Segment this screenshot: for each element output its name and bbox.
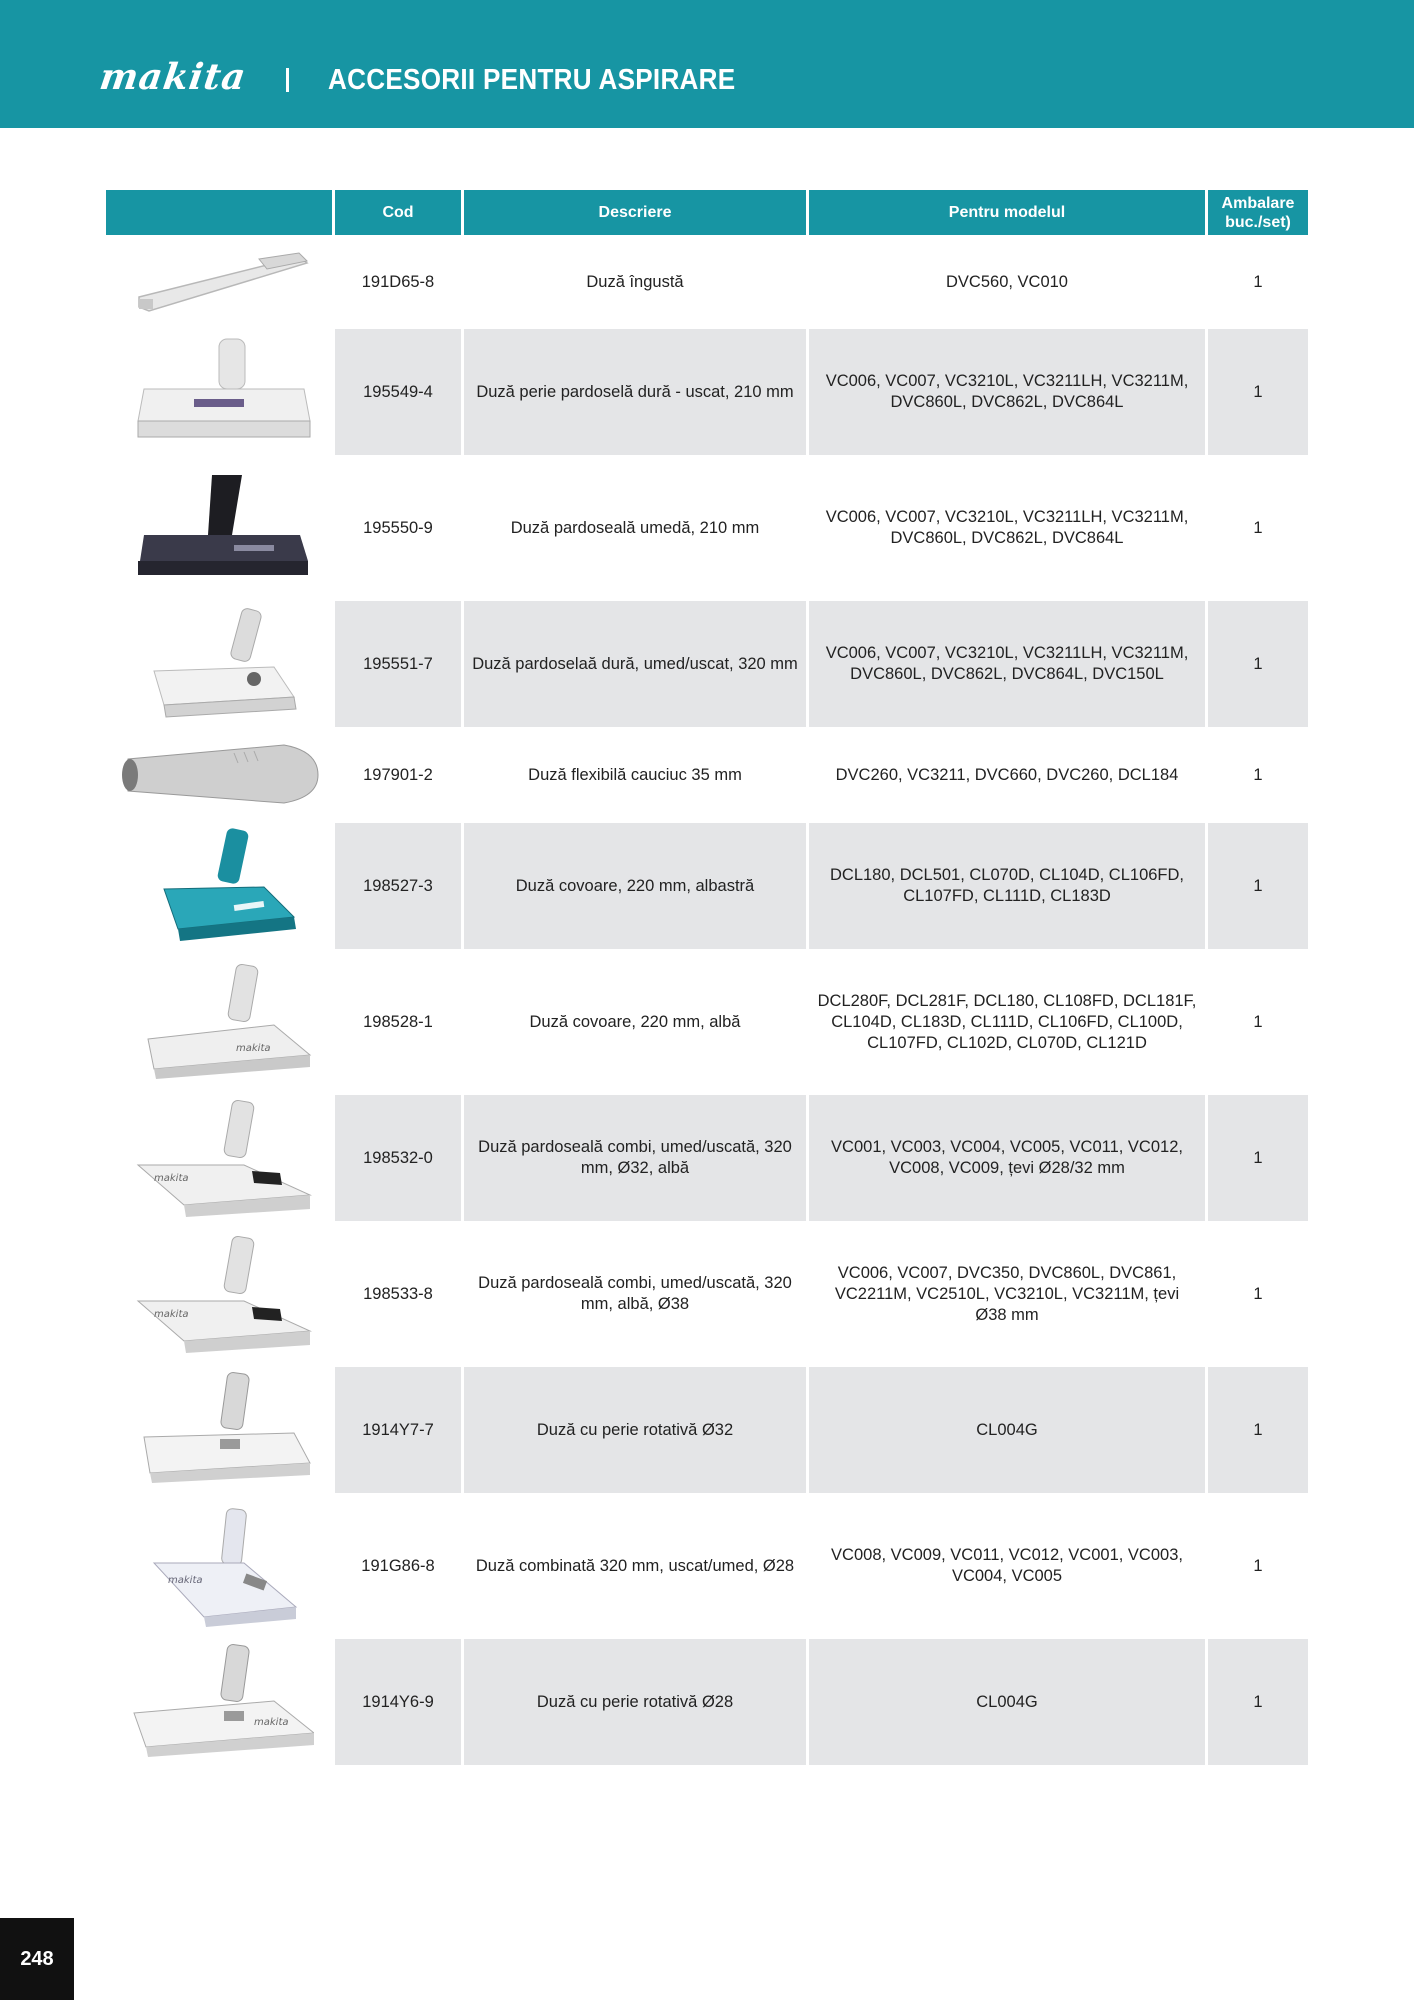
cell-descriere: Duză cu perie rotativă Ø28 bbox=[464, 1639, 806, 1775]
cell-descriere: Duză covoare, 220 mm, albastră bbox=[464, 823, 806, 959]
cell-cod: 198527-3 bbox=[335, 823, 461, 959]
product-image bbox=[106, 1231, 332, 1367]
product-image bbox=[106, 823, 332, 959]
rotary-brush-nozzle-icon bbox=[124, 1367, 314, 1493]
floor-nozzle-icon bbox=[124, 601, 314, 727]
accessories-table bbox=[103, 190, 1311, 1775]
product-image bbox=[106, 1095, 332, 1231]
table-row bbox=[106, 823, 1308, 959]
cell-model: VC008, VC009, VC011, VC012, VC001, VC003, VC004, VC005 bbox=[809, 1503, 1205, 1639]
table-row bbox=[106, 737, 1308, 823]
cell-model: VC006, VC007, DVC350, DVC860L, DVC861, VC2211M, VC2510L, VC3210L, VC3211M, țevi Ø38 mm bbox=[809, 1231, 1205, 1367]
cell-descriere: Duză pardoselaă dură, umed/uscat, 320 mm bbox=[464, 601, 806, 737]
floor-brush-nozzle-icon bbox=[124, 329, 314, 455]
cell-cod: 195549-4 bbox=[335, 329, 461, 465]
product-image bbox=[106, 959, 332, 1095]
cell-ambalare: 1 bbox=[1208, 1367, 1308, 1503]
header-ambalare-text: Ambalare buc./set) bbox=[1221, 194, 1295, 231]
product-image bbox=[106, 737, 332, 823]
header-image bbox=[106, 190, 332, 245]
table-row bbox=[106, 1639, 1308, 1775]
wet-floor-nozzle-icon bbox=[124, 465, 314, 591]
page-title: ACCESORII PENTRU ASPIRARE bbox=[328, 64, 736, 96]
cell-ambalare: 1 bbox=[1208, 601, 1308, 737]
svg-text:makita: makita bbox=[236, 1043, 271, 1054]
page-header bbox=[0, 0, 1414, 128]
cell-model: DCL280F, DCL281F, DCL180, CL108FD, DCL181F, CL104D, CL183D, CL111D, CL106FD, CL100D, CL107FD, CL102D, CL070D, CL121D bbox=[809, 959, 1205, 1095]
table-row bbox=[106, 959, 1308, 1095]
table-row bbox=[106, 245, 1308, 329]
cell-cod: 195550-9 bbox=[335, 465, 461, 601]
cell-ambalare: 1 bbox=[1208, 245, 1308, 329]
cell-cod: 191D65-8 bbox=[335, 245, 461, 329]
cell-descriere: Duză pardoseală combi, umed/uscată, 320 mm, Ø32, albă bbox=[464, 1095, 806, 1231]
cell-model: CL004G bbox=[809, 1367, 1205, 1503]
cell-ambalare: 1 bbox=[1208, 465, 1308, 601]
table-row bbox=[106, 329, 1308, 465]
cell-model: VC006, VC007, VC3210L, VC3211LH, VC3211M, DVC860L, DVC862L, DVC864L bbox=[809, 465, 1205, 601]
cell-ambalare: 1 bbox=[1208, 823, 1308, 959]
page-number: 248 bbox=[0, 1918, 74, 2000]
table-row bbox=[106, 1367, 1308, 1503]
svg-text:makita: makita bbox=[154, 1173, 189, 1184]
svg-text:makita: makita bbox=[254, 1717, 289, 1728]
cell-ambalare: 1 bbox=[1208, 1231, 1308, 1367]
cell-cod: 198533-8 bbox=[335, 1231, 461, 1367]
header-descriere: Descriere bbox=[464, 190, 806, 245]
cell-model: VC001, VC003, VC004, VC005, VC011, VC012, VC008, VC009, țevi Ø28/32 mm bbox=[809, 1095, 1205, 1231]
cell-ambalare: 1 bbox=[1208, 329, 1308, 465]
product-image bbox=[106, 465, 332, 601]
cell-ambalare: 1 bbox=[1208, 959, 1308, 1095]
cell-cod: 198528-1 bbox=[335, 959, 461, 1095]
cell-model: DVC560, VC010 bbox=[809, 245, 1205, 329]
cell-model: CL004G bbox=[809, 1639, 1205, 1775]
cell-model: DCL180, DCL501, CL070D, CL104D, CL106FD, CL107FD, CL111D, CL183D bbox=[809, 823, 1205, 959]
rotary-brush-nozzle-icon bbox=[124, 1639, 314, 1765]
cell-descriere: Duză combinată 320 mm, uscat/umed, Ø28 bbox=[464, 1503, 806, 1639]
combi-nozzle-icon bbox=[124, 1503, 314, 1629]
table-row bbox=[106, 1503, 1308, 1639]
carpet-nozzle-white-icon bbox=[124, 959, 314, 1085]
cell-cod: 197901-2 bbox=[335, 737, 461, 823]
product-image bbox=[106, 1639, 332, 1775]
cell-descriere: Duză covoare, 220 mm, albă bbox=[464, 959, 806, 1095]
cell-cod: 191G86-8 bbox=[335, 1503, 461, 1639]
table-row bbox=[106, 1095, 1308, 1231]
cell-ambalare: 1 bbox=[1208, 1639, 1308, 1775]
cell-cod: 1914Y6-9 bbox=[335, 1639, 461, 1775]
header-cod: Cod bbox=[335, 190, 461, 245]
crevice-nozzle-icon bbox=[129, 247, 309, 317]
carpet-nozzle-blue-icon bbox=[124, 823, 314, 949]
cell-ambalare: 1 bbox=[1208, 1503, 1308, 1639]
product-image bbox=[106, 1367, 332, 1503]
header-model: Pentru modelul bbox=[809, 190, 1205, 245]
cell-descriere: Duză pardoseală umedă, 210 mm bbox=[464, 465, 806, 601]
rubber-nozzle-icon bbox=[114, 737, 324, 813]
table-row bbox=[106, 601, 1308, 737]
cell-ambalare: 1 bbox=[1208, 1095, 1308, 1231]
product-image bbox=[106, 1503, 332, 1639]
combi-nozzle-icon bbox=[124, 1231, 314, 1357]
cell-cod: 195551-7 bbox=[335, 601, 461, 737]
cell-descriere: Duză perie pardoselă dură - uscat, 210 mm bbox=[464, 329, 806, 465]
combi-nozzle-icon bbox=[124, 1095, 314, 1221]
makita-logo: makita bbox=[97, 56, 249, 98]
cell-ambalare: 1 bbox=[1208, 737, 1308, 823]
svg-text:makita: makita bbox=[154, 1309, 189, 1320]
cell-model: DVC260, VC3211, DVC660, DVC260, DCL184 bbox=[809, 737, 1205, 823]
header-separator bbox=[286, 68, 289, 92]
svg-text:makita: makita bbox=[168, 1575, 203, 1586]
product-image bbox=[106, 601, 332, 737]
cell-model: VC006, VC007, VC3210L, VC3211LH, VC3211M, DVC860L, DVC862L, DVC864L bbox=[809, 329, 1205, 465]
table-row bbox=[106, 465, 1308, 601]
cell-descriere: Duză îngustă bbox=[464, 245, 806, 329]
table-row bbox=[106, 1231, 1308, 1367]
cell-cod: 1914Y7-7 bbox=[335, 1367, 461, 1503]
cell-model: VC006, VC007, VC3210L, VC3211LH, VC3211M, DVC860L, DVC862L, DVC864L, DVC150L bbox=[809, 601, 1205, 737]
product-image bbox=[106, 329, 332, 465]
cell-descriere: Duză pardoseală combi, umed/uscată, 320 mm, albă, Ø38 bbox=[464, 1231, 806, 1367]
table-header-row bbox=[106, 190, 1308, 245]
cell-descriere: Duză flexibilă cauciuc 35 mm bbox=[464, 737, 806, 823]
cell-descriere: Duză cu perie rotativă Ø32 bbox=[464, 1367, 806, 1503]
cell-cod: 198532-0 bbox=[335, 1095, 461, 1231]
header-ambalare bbox=[1208, 190, 1308, 245]
product-image bbox=[106, 245, 332, 329]
